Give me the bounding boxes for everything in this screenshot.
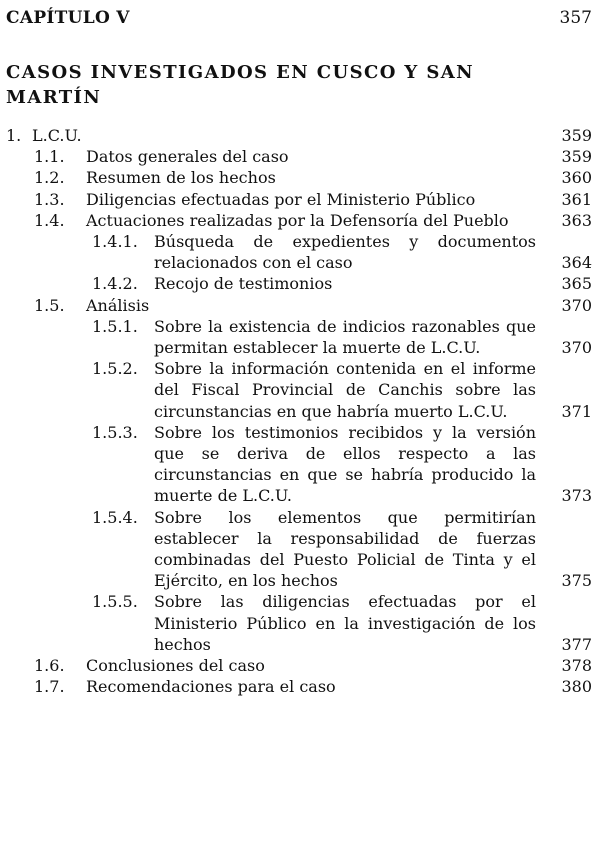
toc-entry-1-7 [6, 676, 592, 697]
toc-entry-text: Datos generales del caso [86, 147, 289, 167]
toc-entry-page: 375 [561, 571, 592, 591]
toc-entry-number: 1.5.2. [92, 359, 138, 379]
toc-entry-text: Sobre la existencia de indicios razonables que permitan establecer la muerte de L.C.U. [154, 316, 536, 358]
toc-entry-1-5-1 [6, 316, 592, 358]
chapter-heading [6, 8, 592, 28]
toc-entry-1-1 [6, 146, 592, 167]
toc-entry-1-5-2 [6, 358, 592, 422]
toc-entry-text: Sobre los testimonios recibidos y la versión que se deriva de ellos respecto a las circunstancias en que se habría producido la muerte de L.C.U. [154, 422, 536, 506]
toc-entry-page: 370 [561, 295, 592, 315]
toc-entry-number: 1.5.5. [92, 592, 138, 612]
toc-entry-text: Diligencias efectuadas por el Ministerio Público [86, 189, 476, 209]
toc-entry-1-2 [6, 167, 592, 188]
toc-entry-text: Sobre la información contenida en el informe del Fiscal Provincial de Canchis sobre las circunstancias en que habría muerto L.C.U. [154, 359, 536, 421]
toc-entry-text: Conclusiones del caso [86, 656, 265, 676]
toc-entry-1-5-5 [6, 591, 592, 655]
toc-entry-number: 1.3. [34, 189, 65, 209]
toc-entry-number: 1.5.3. [92, 422, 138, 442]
toc-entry-text: Búsqueda de expedientes y documentos relacionados con el caso [154, 232, 536, 273]
toc-entry-1-4 [6, 210, 592, 231]
toc-entry-text: L.C.U. [32, 126, 82, 145]
toc-entry-page: 377 [561, 634, 592, 654]
toc-entry-page: 371 [561, 401, 592, 421]
toc-entry-page: 380 [561, 677, 592, 697]
toc-entry-1-5 [6, 295, 592, 316]
toc-entry-1-3 [6, 189, 592, 210]
toc-entry-text: Actuaciones realizadas por la Defensoría del Pueblo [86, 210, 509, 230]
toc-entry-page: 361 [561, 189, 592, 209]
toc-entry-1-5-3 [6, 422, 592, 507]
toc-entry-1-4-1 [6, 231, 592, 273]
toc-entry-text: Recojo de testimonios [154, 274, 333, 294]
toc-entry-text: Sobre las diligencias efectuadas por el Ministerio Público en la investigación de los hechos [154, 592, 536, 654]
toc-entry-text: Recomendaciones para el caso [86, 677, 336, 697]
toc-entry-number: 1.6. [34, 656, 65, 676]
toc-entry-page: 378 [561, 656, 592, 676]
toc-entry-1-4-2 [6, 273, 592, 294]
toc-entry-1-5-4 [6, 507, 592, 592]
toc-entry-page: 359 [561, 147, 592, 167]
toc-entry-number: 1.5.1. [92, 316, 138, 336]
section-title: CASOS INVESTIGADOS EN CUSCO Y SAN MARTÍN [6, 62, 474, 108]
toc-entry-number: 1.7. [34, 677, 65, 697]
toc-entry-page: 363 [561, 210, 592, 230]
chapter-label: CAPÍTULO V [6, 8, 130, 28]
toc-entry-text: Resumen de los hechos [86, 168, 276, 188]
toc-entry-page: 365 [561, 274, 592, 294]
toc-entry-text: Sobre los elementos que permitirían establecer la responsabilidad de fuerzas combinadas del Puesto Policial de Tinta y el Ejército, en los hechos [154, 507, 536, 591]
toc-entry-page: 360 [561, 168, 592, 188]
toc-entry-1-6 [6, 655, 592, 676]
chapter-page-number: 357 [559, 8, 592, 28]
toc-entry-number: 1.5.4. [92, 507, 138, 527]
toc-entry-number: 1.2. [34, 168, 65, 188]
table-of-contents [6, 125, 592, 697]
toc-entry-number: 1.4.1. [92, 232, 138, 252]
toc-entry-1 [6, 125, 592, 146]
toc-entry-page: 364 [561, 253, 592, 273]
toc-entry-text: Análisis [86, 295, 150, 315]
toc-entry-page: 359 [561, 126, 592, 145]
toc-entry-page: 370 [561, 338, 592, 358]
toc-entry-number: 1.5. [34, 295, 65, 315]
toc-entry-number: 1.1. [34, 147, 65, 167]
toc-entry-number: 1. [6, 126, 22, 145]
toc-entry-number: 1.4. [34, 210, 65, 230]
toc-entry-number: 1.4.2. [92, 274, 138, 294]
toc-entry-page: 373 [561, 486, 592, 506]
